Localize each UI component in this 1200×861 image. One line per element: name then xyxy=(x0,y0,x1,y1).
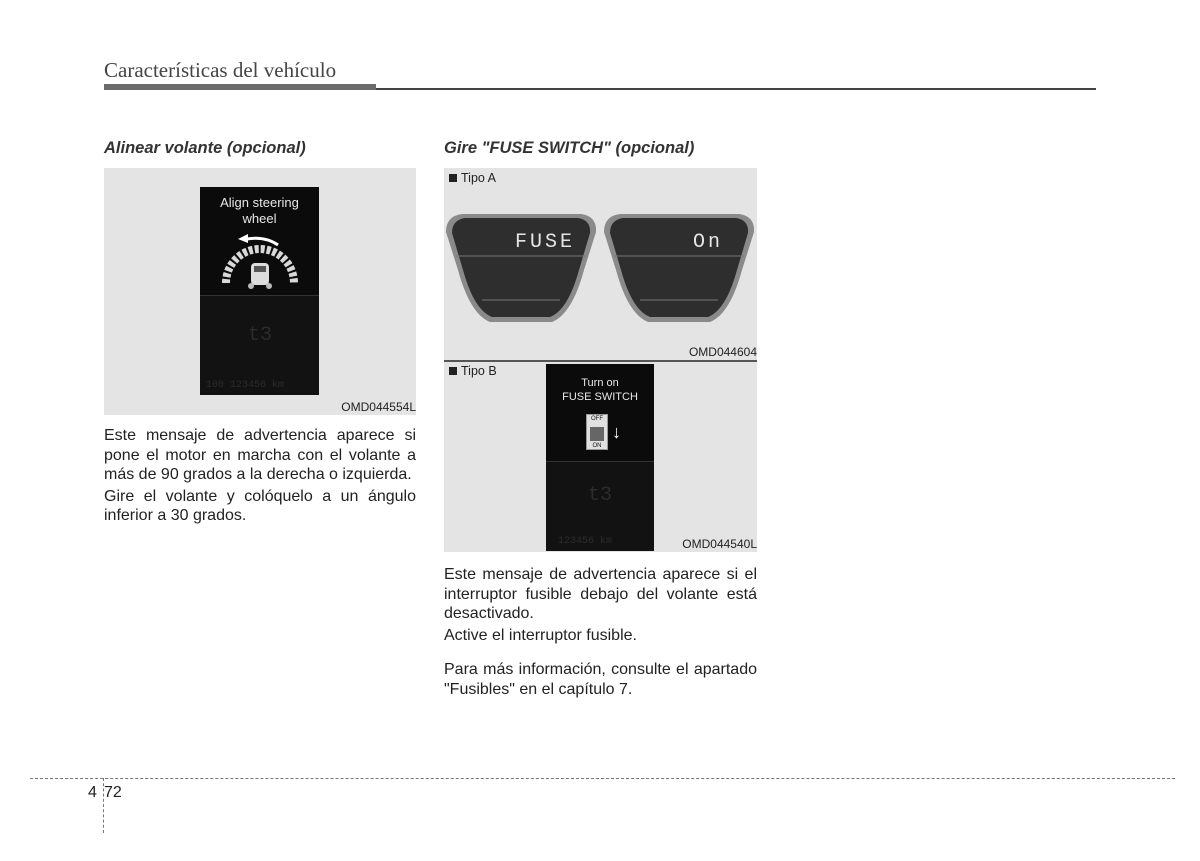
cluster-display-fuse-switch xyxy=(546,364,654,551)
display-lower-ghost xyxy=(546,461,654,551)
switch-lever xyxy=(590,427,604,441)
figure-code-tipo-b: OMD044540L xyxy=(682,537,757,551)
chapter-number: 4 xyxy=(88,784,97,801)
cluster-display-on xyxy=(602,210,757,328)
display-message-line1: Turn on xyxy=(581,377,619,389)
ghost-gear: t3 xyxy=(588,484,613,507)
ghost-odometer: 123456 km xyxy=(558,536,613,547)
ghost-gear: t3 xyxy=(248,324,273,347)
switch-off-label: OFF xyxy=(591,416,603,422)
display-lower-ghost xyxy=(200,295,319,395)
footer-dotted-rule xyxy=(30,778,1175,779)
figure-tipo-b xyxy=(444,362,757,552)
steering-wheel-icon xyxy=(220,231,300,291)
tipo-b-label-text: Tipo B xyxy=(461,364,497,378)
ghost-odometer: 100 123456 km xyxy=(206,380,285,391)
left-paragraph-1: Este mensaje de advertencia aparece si pone el motor en marcha con el volante a más de 90 grados a la derecha o izquierda. xyxy=(104,427,416,483)
cluster-display-fuse xyxy=(444,210,599,328)
fuse-display-text: FUSE xyxy=(515,231,576,254)
tipo-a-label-text: Tipo A xyxy=(461,171,496,185)
display-message-line2: wheel xyxy=(242,211,277,226)
bullet-square-icon xyxy=(449,367,457,375)
right-body-text xyxy=(444,565,757,699)
page-header-title: Características del vehículo xyxy=(104,58,337,82)
section-heading-fuse-switch: Gire "FUSE SWITCH" (opcional) xyxy=(444,139,695,157)
figure-code: OMD044554L xyxy=(341,400,416,414)
figure-align-steering xyxy=(104,168,416,415)
display-message-line1: Align steering xyxy=(220,195,299,210)
tipo-a-label xyxy=(449,171,496,185)
display-message-line2: FUSE SWITCH xyxy=(562,391,638,403)
figure-tipo-a xyxy=(444,168,757,360)
on-display-text: On xyxy=(693,231,724,254)
section-heading-align-steering: Alinear volante (opcional) xyxy=(104,139,306,157)
right-paragraph-1: Este mensaje de advertencia aparece si el interruptor fusible debajo del volante está desactivado. xyxy=(444,566,757,622)
down-arrow-icon: ↓ xyxy=(612,422,621,442)
figure-code-tipo-a: OMD044604 xyxy=(688,345,757,359)
tipo-b-label xyxy=(449,364,497,378)
header-rule-thin xyxy=(376,88,1096,90)
bullet-square-icon xyxy=(449,174,457,182)
page-number-value: 72 xyxy=(104,784,122,801)
right-paragraph-2: Active el interruptor fusible. xyxy=(444,626,637,644)
left-paragraph-2: Gire el volante y colóquelo a un ángulo inferior a 30 grados. xyxy=(104,487,416,524)
header-rule-thick xyxy=(104,84,376,90)
cluster-display xyxy=(200,187,319,395)
switch-on-label: ON xyxy=(592,443,602,449)
right-paragraph-3: Para más información, consulte el apartado "Fusibles" en el capítulo 7. xyxy=(444,661,757,698)
fuse-switch-icon xyxy=(586,414,608,450)
page-number xyxy=(88,784,122,802)
left-body-text xyxy=(104,426,416,526)
